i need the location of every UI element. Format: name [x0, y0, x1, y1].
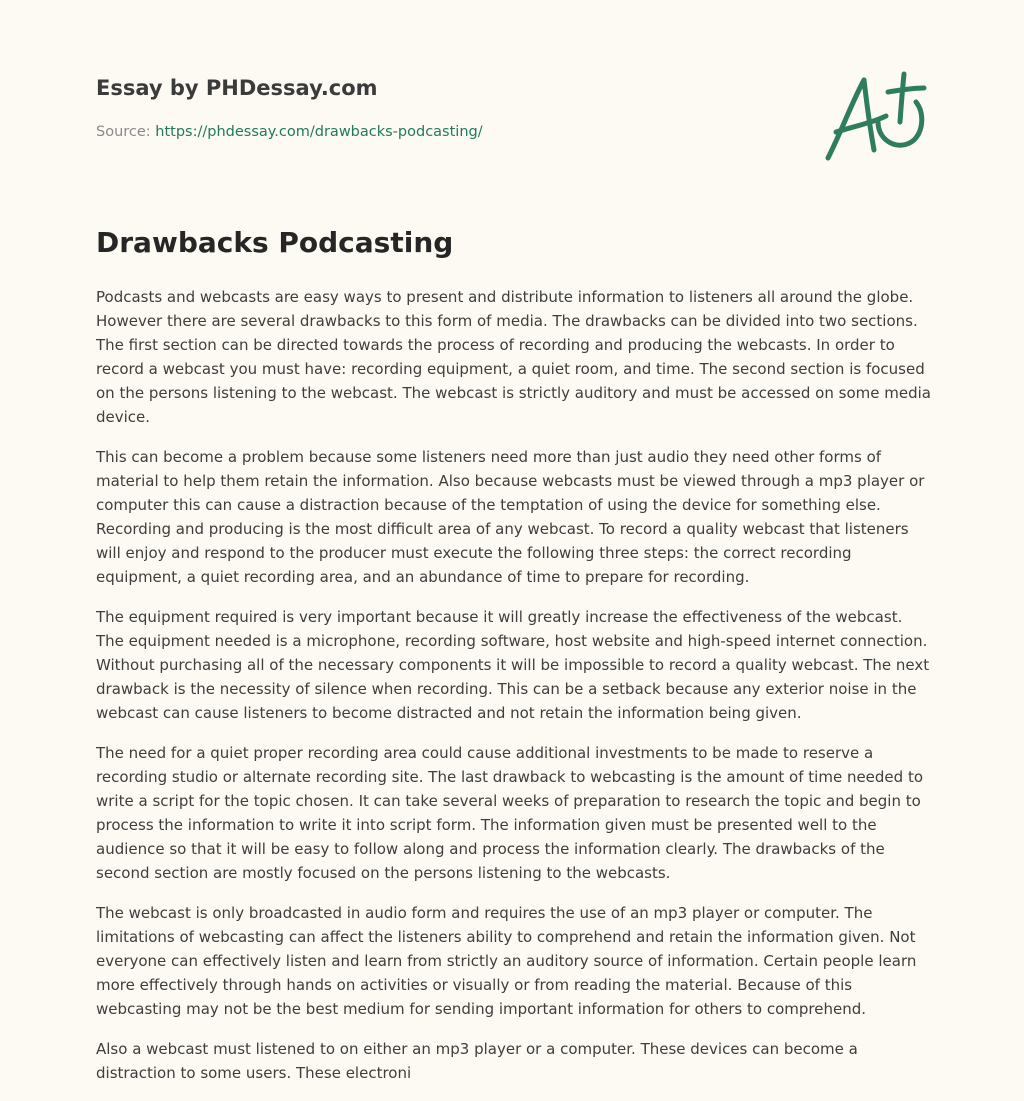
- a-plus-logo-graphic: [820, 66, 930, 166]
- site-title: Essay by PHDessay.com: [96, 76, 378, 100]
- source-line: [96, 124, 483, 140]
- essay-paragraph: The webcast is only broadcasted in audio form and requires the use of an mp3 player or computer. The limitations of webcasting can affect the listeners ability to comprehend and retain the information given. Not everyone can effectively listen and learn from strictly an auditory source of information. Certain people learn more effectively through hands on activities or visually or from reading the material. Because of this webcasting may not be the best medium for sending important information for others to comprehend.: [96, 904, 917, 1018]
- essay-paragraph: This can become a problem because some listeners need more than just audio they need other forms of material to help them retain the information. Also because webcasts must be viewed through a mp3 player or computer this can cause a distraction because of the temptation of using the device for something else. Recording and producing is the most difficult area of any webcast. To record a quality webcast that listeners will enjoy and respond to the producer must execute the following three steps: the correct recording equipment, a quiet recording area, and an abundance of time to prepare for recording.: [96, 448, 925, 586]
- essay-title: Drawbacks Podcasting: [96, 226, 454, 259]
- source-link[interactable]: https://phdessay.com/drawbacks-podcasting/: [155, 124, 483, 140]
- source-label: Source:: [96, 124, 156, 140]
- essay-paragraph: Also a webcast must listened to on either an mp3 player or a computer. These devices can become a distraction to some users. These electroni: [96, 1040, 858, 1082]
- a-plus-logo-icon: [820, 66, 930, 166]
- essay-body: [96, 285, 931, 1101]
- essay-paragraph: Podcasts and webcasts are easy ways to present and distribute information to listeners all around the globe. However there are several drawbacks to this form of media. The drawbacks can be divided into two sections. The first section can be directed towards the process of recording and producing the webcasts. In order to record a webcast you must have: recording equipment, a quiet room, and time. The second section is focused on the persons listening to the webcast. The webcast is strictly auditory and must be accessed on some media device.: [96, 288, 931, 426]
- essay-paragraph: The need for a quiet proper recording area could cause additional investments to be made to reserve a recording studio or alternate recording site. The last drawback to webcasting is the amount of time needed to write a script for the topic chosen. It can take several weeks of preparation to research the topic and begin to process the information to write it into script form. The information given must be presented well to the audience so that it will be easy to follow along and process the information clearly. The drawbacks of the second section are mostly focused on the persons listening to the webcasts.: [96, 744, 924, 882]
- essay-paragraph: The equipment required is very important because it will greatly increase the effectiveness of the webcast. The equipment needed is a microphone, recording software, host website and high-speed internet connection. Without purchasing all of the necessary components it will be impossible to record a quality webcast. The next drawback is the necessity of silence when recording. This can be a setback because any exterior noise in the webcast can cause listeners to become distracted and not retain the information being given.: [96, 608, 930, 722]
